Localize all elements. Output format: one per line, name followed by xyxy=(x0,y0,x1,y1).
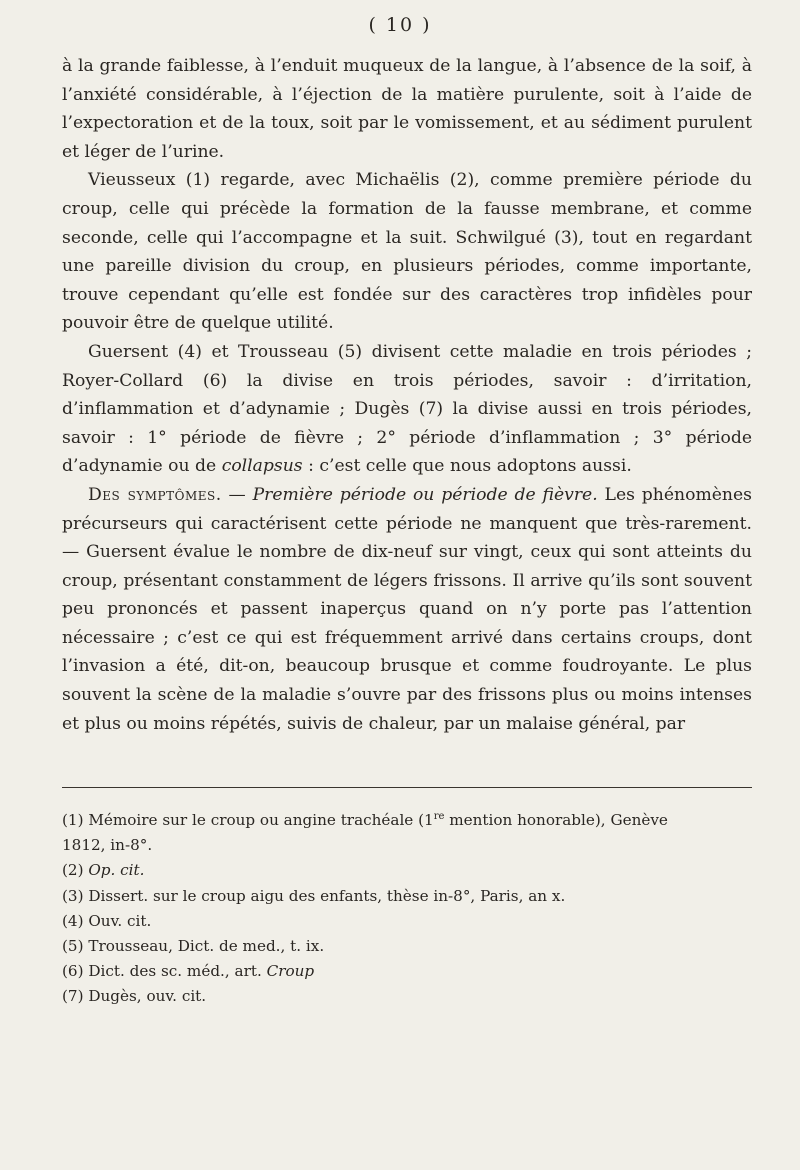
paragraph-2: Vieusseux (1) regarde, avec Michaëlis (2), comme première période du croup, celle qui précède la formation de la fausse membrane, et comme seconde, celle qui l’accompagne et la suit. Schwilgué (3), tout en regardant une pareille division du croup, en plusieurs périodes, comme importante, trouve cependant qu’elle est fondée sur des caractères trop infidèles pour pouvoir être de quelque utilité. xyxy=(62,170,752,334)
footnote-4: (4) Ouv. cit. xyxy=(62,911,152,930)
paragraph-4-text: Les phénomènes précurseurs qui caractérisent cette période ne manquent que très-rarement. — Guersent évalue le nombre de dix-neuf sur vingt, ceux qui sont atteints du croup, présentant constamment de légers frissons. Il arrive qu’ils sont souvent peu prononcés et passent inaperçus quand on n’y porte pas l’attention nécessaire ; c’est ce qui est fréquemment arrivé dans certains croups, dont l’invasion a été, dit-on, beaucoup brusque et comme foudroyante. Le plus souvent la scène de la maladie s’ouvre par des frissons plus ou moins intenses et plus ou moins répétés, suivis de chaleur, par un malaise général, par xyxy=(62,484,752,734)
footnotes xyxy=(62,808,752,1010)
footnote-1-continuation: 1812, in-8°. xyxy=(62,836,153,855)
footnote-rule xyxy=(62,787,752,788)
main-text xyxy=(62,52,752,738)
paragraph-3-text-b: : c’est celle que nous adoptons aussi. xyxy=(302,456,632,477)
footnote-1-text-b: mention honorable), Genève xyxy=(444,811,668,829)
subsection-heading: Première période ou période de fièvre. xyxy=(252,484,598,505)
footnote-5: (5) Trousseau, Dict. de med., t. ix. xyxy=(62,937,325,956)
page-number: ( 10 ) xyxy=(368,14,432,36)
heading-dash: — xyxy=(221,484,253,505)
footnote-2-italic: Op. cit. xyxy=(88,861,145,880)
footnote-6-text: (6) Dict. des sc. méd., art. xyxy=(62,962,267,981)
footnote-2 xyxy=(62,858,752,883)
footnote-2-number: (2) xyxy=(62,861,89,880)
footnote-7: (7) Dugès, ouv. cit. xyxy=(62,987,207,1006)
section-heading: Des symptômes. xyxy=(88,484,222,505)
paragraph-3 xyxy=(62,338,752,481)
paragraph-3-italic: collapsus xyxy=(221,456,303,477)
footnote-3: (3) Dissert. sur le croup aigu des enfants, thèse in-8°, Paris, an x. xyxy=(62,886,566,905)
footnote-1-sup: re xyxy=(433,810,445,822)
footnote-6 xyxy=(62,959,752,984)
paragraph-1: à la grande faiblesse, à l’enduit muqueux de la langue, à l’absence de la soif, à l’anxiété considérable, à l’éjection de la matière purulente, soit à l’aide de l’expectoration et de la toux, soit par le vomissement, et au sédiment purulent et léger de l’urine. xyxy=(62,56,752,162)
footnote-1-text: (1) Mémoire sur le croup ou angine trachéale (1 xyxy=(62,811,434,829)
paragraph-4 xyxy=(62,481,752,738)
footnote-1 xyxy=(62,808,752,833)
footnote-6-italic: Croup xyxy=(266,962,315,981)
paragraph-3-text-a: Guersent (4) et Trousseau (5) divisent cette maladie en trois périodes ; Royer-Collard (6) la divise en trois périodes, savoir : d’irritation, d’inflammation et d’adynamie ; Dugès (7) la divise aussi en trois périodes, savoir : 1° période de fièvre ; 2° période d’inflammation ; 3° période d’adynamie ou de xyxy=(62,341,752,477)
